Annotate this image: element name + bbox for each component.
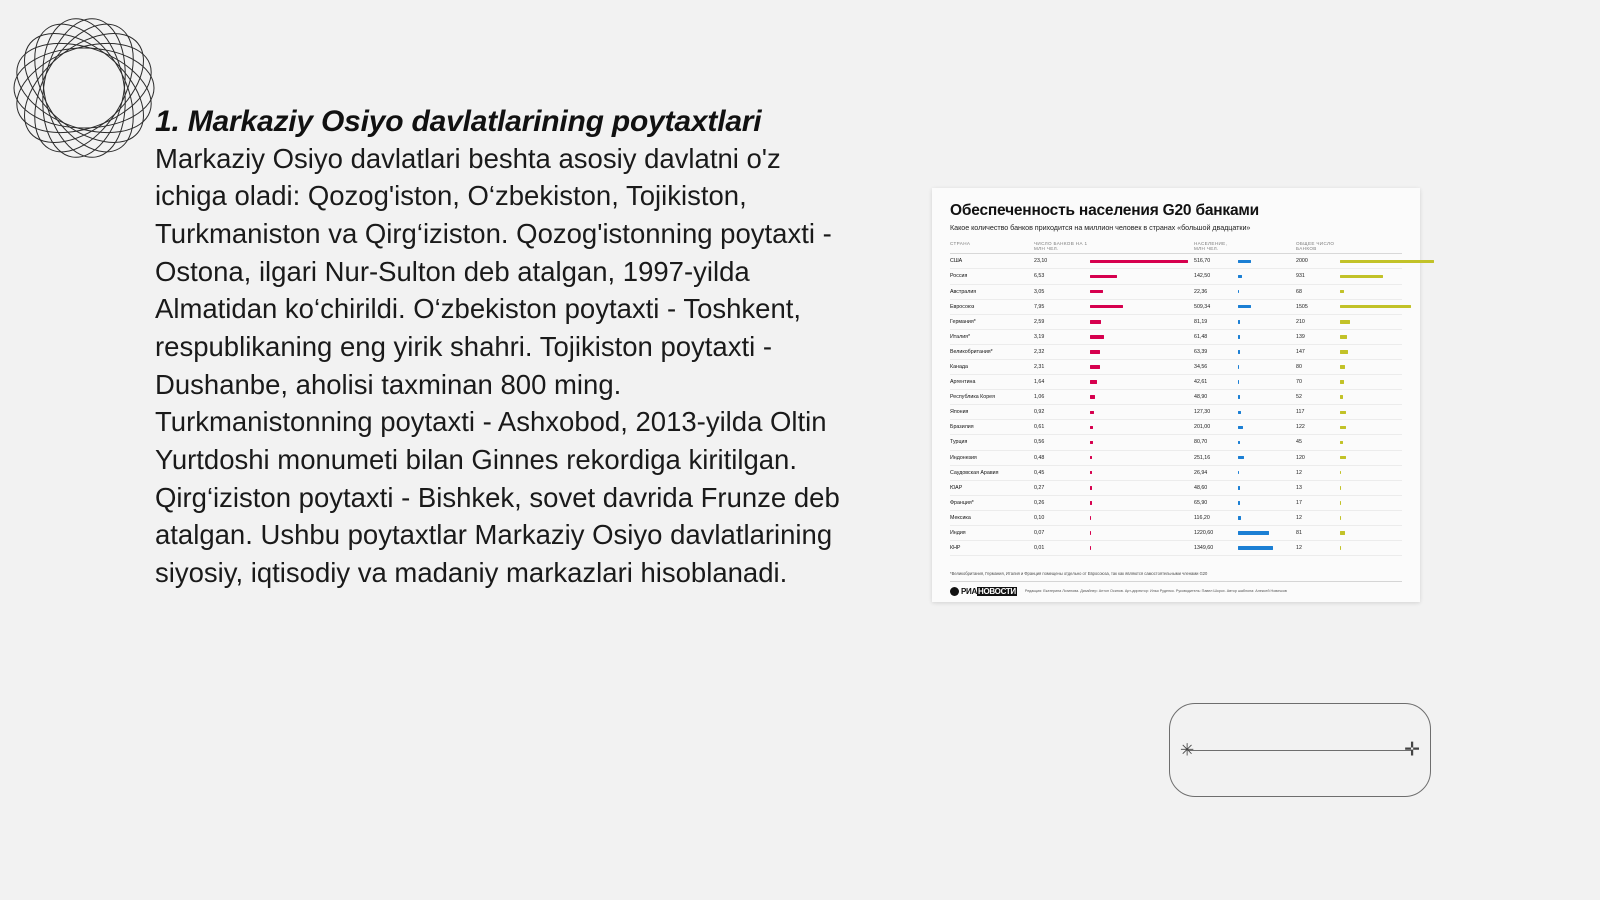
cell-total-bar-fill: [1340, 260, 1434, 264]
cell-population-value: 509,34: [1194, 303, 1211, 310]
cell-ratio-bar: [1090, 456, 1194, 460]
cell-population-value: 116,20: [1194, 514, 1210, 521]
cell-population-bar-fill: [1238, 350, 1240, 354]
cell-population-bar: [1238, 380, 1296, 384]
cell-population-bar: [1238, 501, 1296, 505]
logo-text: [961, 587, 1017, 596]
column-header-population-bars: [1238, 241, 1296, 251]
cell-total-bar-fill: [1340, 516, 1341, 520]
cell-population-bar-fill: [1238, 320, 1240, 324]
cell-population-value: 42,61: [1194, 379, 1208, 386]
cell-total-bar: [1340, 471, 1440, 475]
cell-total-bar-fill: [1340, 275, 1383, 279]
column-header-total: ОБЩЕЕ ЧИСЛО БАНКОВ: [1296, 240, 1335, 251]
cell-total-value: 210: [1296, 318, 1305, 325]
cell-total-value: 2000: [1296, 258, 1308, 265]
cell-ratio-bar: [1090, 486, 1194, 490]
cell-population-bar: [1238, 471, 1296, 475]
table-row: [950, 451, 1402, 466]
logo-dot-icon: [950, 587, 959, 596]
cell-country: Австралия: [950, 288, 977, 295]
infographic-table: [950, 241, 1402, 566]
cell-ratio-bar-fill: [1090, 260, 1188, 264]
table-row: [950, 345, 1402, 360]
cell-population-bar-fill: [1238, 441, 1240, 445]
cell-total-value: 68: [1296, 288, 1302, 295]
table-row: [950, 496, 1402, 511]
cell-population-value: 142,50: [1194, 273, 1211, 280]
cell-country: Мексика: [950, 514, 971, 521]
cell-total-bar-fill: [1340, 290, 1344, 294]
cell-total-value: 147: [1296, 348, 1305, 355]
cell-country: США: [950, 258, 963, 265]
cell-total-value: 70: [1296, 379, 1302, 386]
infographic-card: [932, 188, 1420, 602]
cell-population-bar: [1238, 411, 1296, 415]
cell-total-bar-fill: [1340, 471, 1341, 475]
cell-country: Канада: [950, 364, 968, 371]
table-row: [950, 526, 1402, 541]
cell-population-bar-fill: [1238, 290, 1239, 294]
cell-population-bar-fill: [1238, 305, 1251, 309]
cell-country: Саудовская Аравия: [950, 469, 999, 476]
cell-country: КНР: [950, 545, 961, 552]
cell-population-bar-fill: [1238, 335, 1240, 339]
cell-population-value: 1220,60: [1194, 530, 1214, 537]
cell-total-value: 45: [1296, 439, 1302, 446]
cell-ratio-value: 0,26: [1034, 499, 1045, 506]
table-row: [950, 254, 1402, 269]
ria-novosti-logo: [950, 587, 1017, 596]
cell-population-bar: [1238, 275, 1296, 279]
cell-country: Евросоюз: [950, 303, 975, 310]
table-row: [950, 269, 1402, 284]
cell-total-value: 120: [1296, 454, 1305, 461]
slider-track[interactable]: [1188, 750, 1412, 751]
cell-total-value: 12: [1296, 514, 1302, 521]
table-row: [950, 315, 1402, 330]
cell-population-bar: [1238, 395, 1296, 399]
table-row: [950, 466, 1402, 481]
cell-total-bar: [1340, 441, 1440, 445]
cell-ratio-bar-fill: [1090, 380, 1097, 384]
cell-population-value: 80,70: [1194, 439, 1208, 446]
cell-population-bar: [1238, 260, 1296, 264]
spirograph-decoration: [2, 8, 167, 168]
cell-total-bar: [1340, 380, 1440, 384]
cell-total-bar: [1340, 456, 1440, 460]
cell-population-bar-fill: [1238, 411, 1241, 415]
cell-total-value: 17: [1296, 499, 1302, 506]
cell-ratio-bar: [1090, 516, 1194, 520]
cell-ratio-bar-fill: [1090, 335, 1104, 339]
cell-population-value: 251,16: [1194, 454, 1211, 461]
cell-ratio-value: 2,59: [1034, 318, 1045, 325]
table-row: [950, 481, 1402, 496]
spirograph-svg: [2, 8, 167, 168]
cell-population-value: 22,36: [1194, 288, 1208, 295]
cell-ratio-value: 23,10: [1034, 258, 1048, 265]
cell-ratio-value: 0,56: [1034, 439, 1045, 446]
cell-population-value: 26,94: [1194, 469, 1208, 476]
cell-total-bar: [1340, 501, 1440, 505]
cell-population-bar: [1238, 305, 1296, 309]
cell-ratio-value: 1,64: [1034, 379, 1045, 386]
cell-total-value: 122: [1296, 424, 1305, 431]
column-header-ratio-bars: [1090, 241, 1194, 251]
cell-population-value: 63,39: [1194, 348, 1208, 355]
cell-ratio-bar: [1090, 471, 1194, 475]
slide-content: [155, 100, 845, 592]
cell-population-bar: [1238, 516, 1296, 520]
cell-ratio-bar: [1090, 546, 1194, 550]
cell-ratio-bar: [1090, 365, 1194, 369]
cell-ratio-bar: [1090, 380, 1194, 384]
cell-total-bar: [1340, 275, 1440, 279]
column-header-ratio: ЧИСЛО БАНКОВ НА 1 МЛН ЧЕЛ.: [1034, 240, 1088, 251]
table-row: [950, 375, 1402, 390]
cell-country: ЮАР: [950, 484, 963, 491]
page-title: 1. Markaziy Osiyo davlatlarining poytaxtlari: [155, 105, 762, 138]
cell-population-bar-fill: [1238, 365, 1239, 369]
cell-ratio-bar-fill: [1090, 531, 1091, 535]
cell-total-value: 52: [1296, 394, 1302, 401]
cell-population-bar-fill: [1238, 395, 1240, 399]
cell-ratio-value: 0,92: [1034, 409, 1045, 416]
asterisk-icon: ✳: [1180, 740, 1195, 760]
cell-total-value: 81: [1296, 530, 1302, 537]
cell-total-bar: [1340, 260, 1440, 264]
cell-total-bar-fill: [1340, 350, 1348, 354]
cell-total-value: 12: [1296, 545, 1302, 552]
cell-country: Индонезия: [950, 454, 977, 461]
table-row: [950, 405, 1402, 420]
cell-total-bar-fill: [1340, 380, 1344, 384]
column-header-country: СТРАНА: [950, 240, 971, 246]
cell-ratio-bar-fill: [1090, 456, 1092, 460]
cell-ratio-bar: [1090, 531, 1194, 535]
table-row: [950, 511, 1402, 526]
cell-country: Италия*: [950, 333, 971, 340]
infographic-credits: Редакция: Екатерина Логинова. Дизайнер: Антон Осипов. Арт-директор: Илья Руденко. Руководитель: Павел Шорох. Автор шаблона: Алексей Новичков: [1024, 588, 1287, 593]
cell-population-value: 516,70: [1194, 258, 1211, 265]
table-row: [950, 541, 1402, 556]
cell-population-bar-fill: [1238, 486, 1240, 490]
cell-country: Великобритания*: [950, 348, 993, 355]
column-header-population: НАСЕЛЕНИЕ, МЛН ЧЕЛ.: [1194, 240, 1228, 251]
cell-total-bar: [1340, 350, 1440, 354]
cell-total-value: 13: [1296, 484, 1302, 491]
cell-ratio-bar: [1090, 260, 1194, 264]
cell-ratio-bar-fill: [1090, 365, 1100, 369]
cell-country: Индия: [950, 530, 966, 537]
cell-population-bar-fill: [1238, 456, 1244, 460]
cell-country: Аргентина: [950, 379, 976, 386]
infographic-footer: [950, 581, 1402, 596]
cell-ratio-value: 3,05: [1034, 288, 1045, 295]
cell-population-bar-fill: [1238, 516, 1241, 520]
cell-total-bar-fill: [1340, 501, 1341, 505]
cell-total-value: 12: [1296, 469, 1302, 476]
cell-population-bar: [1238, 441, 1296, 445]
table-header-row: [950, 241, 1402, 255]
cell-ratio-bar: [1090, 501, 1194, 505]
cell-total-bar: [1340, 516, 1440, 520]
column-header-total-bars: [1340, 241, 1440, 251]
cell-total-bar-fill: [1340, 305, 1411, 309]
infographic-subtitle: Какое количество банков приходится на миллион человек в странах «большой двадцатки»: [950, 222, 1251, 232]
cell-total-bar: [1340, 335, 1440, 339]
cell-ratio-value: 7,95: [1034, 303, 1045, 310]
cell-ratio-value: 6,53: [1034, 273, 1045, 280]
cell-ratio-value: 0,10: [1034, 514, 1045, 521]
cell-total-bar: [1340, 290, 1440, 294]
cell-ratio-bar-fill: [1090, 275, 1117, 279]
cell-ratio-value: 2,31: [1034, 364, 1045, 371]
infographic-inner: [932, 188, 1420, 602]
cell-ratio-bar: [1090, 275, 1194, 279]
cell-population-bar-fill: [1238, 471, 1239, 475]
cell-total-value: 80: [1296, 364, 1302, 371]
cell-ratio-value: 2,32: [1034, 348, 1045, 355]
cell-ratio-bar: [1090, 305, 1194, 309]
cell-ratio-bar-fill: [1090, 350, 1100, 354]
cell-ratio-bar: [1090, 395, 1194, 399]
cell-ratio-bar: [1090, 290, 1194, 294]
cell-ratio-bar-fill: [1090, 471, 1092, 475]
cell-country: Турция: [950, 439, 968, 446]
cell-population-bar: [1238, 350, 1296, 354]
cell-total-bar-fill: [1340, 365, 1345, 369]
cell-ratio-bar-fill: [1090, 546, 1091, 550]
cell-ratio-bar-fill: [1090, 411, 1094, 415]
infographic-title: Обеспеченность населения G20 банками: [950, 202, 1259, 219]
cell-total-bar: [1340, 305, 1440, 309]
cell-population-bar-fill: [1238, 260, 1251, 264]
cell-population-bar-fill: [1238, 546, 1273, 550]
cell-population-value: 1349,60: [1194, 545, 1214, 552]
cell-total-bar-fill: [1340, 320, 1350, 324]
table-row: [950, 360, 1402, 375]
cell-ratio-bar: [1090, 335, 1194, 339]
cell-total-bar: [1340, 320, 1440, 324]
cell-population-value: 127,30: [1194, 409, 1211, 416]
cell-total-bar-fill: [1340, 441, 1343, 445]
logo-text-ria: РИА: [961, 587, 977, 596]
cell-total-bar-fill: [1340, 411, 1346, 415]
cell-country: Япония: [950, 409, 969, 416]
cell-total-bar: [1340, 365, 1440, 369]
cell-population-bar: [1238, 335, 1296, 339]
infographic-footnote: *Великобритания, Германия, Италия и Франция помещены отдельно от Евросоюза, так как являются самостоятельными членами G20: [950, 570, 1208, 576]
cell-ratio-bar-fill: [1090, 516, 1091, 520]
cell-population-bar: [1238, 486, 1296, 490]
cell-ratio-value: 0,61: [1034, 424, 1045, 431]
cell-ratio-value: 0,01: [1034, 545, 1045, 552]
cell-ratio-bar-fill: [1090, 395, 1095, 399]
table-row: [950, 420, 1402, 435]
cell-total-bar: [1340, 426, 1440, 430]
cell-ratio-bar: [1090, 320, 1194, 324]
cell-ratio-bar: [1090, 441, 1194, 445]
table-row: [950, 285, 1402, 300]
cell-ratio-value: 3,19: [1034, 333, 1045, 340]
cell-population-bar-fill: [1238, 380, 1239, 384]
cell-ratio-bar-fill: [1090, 486, 1092, 490]
cell-ratio-bar-fill: [1090, 305, 1123, 309]
plus-icon: ✛: [1404, 739, 1420, 761]
cell-ratio-bar: [1090, 411, 1194, 415]
cell-total-bar-fill: [1340, 395, 1343, 399]
cell-total-bar-fill: [1340, 456, 1346, 460]
cell-total-value: 1505: [1296, 303, 1308, 310]
table-row: [950, 390, 1402, 405]
cell-population-value: 81,19: [1194, 318, 1208, 325]
cell-total-bar: [1340, 486, 1440, 490]
cell-population-value: 34,56: [1194, 364, 1208, 371]
cell-population-value: 201,00: [1194, 424, 1211, 431]
table-row: [950, 330, 1402, 345]
cell-country: Россия: [950, 273, 968, 280]
cell-ratio-bar: [1090, 350, 1194, 354]
cell-total-value: 117: [1296, 409, 1305, 416]
cell-ratio-bar-fill: [1090, 441, 1093, 445]
cell-ratio-value: 0,48: [1034, 454, 1045, 461]
table-body: [950, 254, 1402, 556]
cell-ratio-value: 0,27: [1034, 484, 1045, 491]
cell-population-bar: [1238, 290, 1296, 294]
table-row: [950, 435, 1402, 450]
cell-total-bar-fill: [1340, 335, 1347, 339]
table-row: [950, 300, 1402, 315]
logo-text-novosti: НОВОСТИ: [977, 587, 1016, 596]
cell-population-bar: [1238, 546, 1296, 550]
cell-population-value: 65,90: [1194, 499, 1208, 506]
cell-ratio-bar-fill: [1090, 501, 1092, 505]
cell-population-bar: [1238, 365, 1296, 369]
cell-population-value: 61,48: [1194, 333, 1208, 340]
cell-ratio-bar-fill: [1090, 320, 1101, 324]
cell-population-bar: [1238, 426, 1296, 430]
cell-total-bar-fill: [1340, 531, 1345, 535]
cell-total-value: 139: [1296, 333, 1305, 340]
cell-ratio-bar-fill: [1090, 290, 1103, 294]
cell-total-bar: [1340, 546, 1440, 550]
cell-ratio-value: 0,45: [1034, 469, 1045, 476]
cell-ratio-value: 1,06: [1034, 394, 1045, 401]
cell-country: Германия*: [950, 318, 976, 325]
rounded-slider-widget[interactable]: [1169, 703, 1431, 797]
cell-population-bar: [1238, 456, 1296, 460]
cell-total-bar: [1340, 395, 1440, 399]
cell-country: Республика Корея: [950, 394, 995, 401]
body-text: Markaziy Osiyo davlatlari beshta asosiy davlatni o'z ichiga oladi: Qozog'iston, O‘zbekiston, Tojikiston, Turkmaniston va Qirg‘iziston. Qozog'istonning poytaxti - Ostona, ilgari Nur-Sulton deb atalgan, 1997-yilda Almatidan ko‘chirildi. O‘zbekiston poytaxti - Toshkent, respublikaning eng yirik shahri. Tojikiston poytaxti - Dushanbe, aholisi taxminan 800 ming. Turkmanistonning poytaxti - Ashxobod, 2013-yilda Oltin Yurtdoshi monumeti bilan Ginnes rekordiga kiritilgan. Qirg‘iziston poytaxti - Bishkek, sovet davrida Frunze deb atalgan. Ushbu poytaxtlar Markaziy Osiyo davlatlarining siyosiy, iqtisodiy va madaniy markazlari hisoblanadi.: [155, 142, 840, 588]
cell-population-bar-fill: [1238, 531, 1269, 535]
cell-total-value: 931: [1296, 273, 1305, 280]
cell-population-value: 48,60: [1194, 484, 1208, 491]
cell-population-bar-fill: [1238, 426, 1243, 430]
cell-total-bar: [1340, 531, 1440, 535]
cell-ratio-bar-fill: [1090, 426, 1093, 430]
cell-ratio-bar: [1090, 426, 1194, 430]
cell-country: Франция*: [950, 499, 974, 506]
cell-population-bar: [1238, 531, 1296, 535]
cell-population-bar-fill: [1238, 275, 1242, 279]
cell-country: Бразилия: [950, 424, 974, 431]
cell-total-bar: [1340, 411, 1440, 415]
cell-total-bar-fill: [1340, 546, 1341, 550]
cell-population-bar: [1238, 320, 1296, 324]
cell-total-bar-fill: [1340, 426, 1346, 430]
cell-ratio-value: 0,07: [1034, 530, 1045, 537]
cell-population-bar-fill: [1238, 501, 1240, 505]
cell-total-bar-fill: [1340, 486, 1341, 490]
cell-population-value: 48,90: [1194, 394, 1208, 401]
